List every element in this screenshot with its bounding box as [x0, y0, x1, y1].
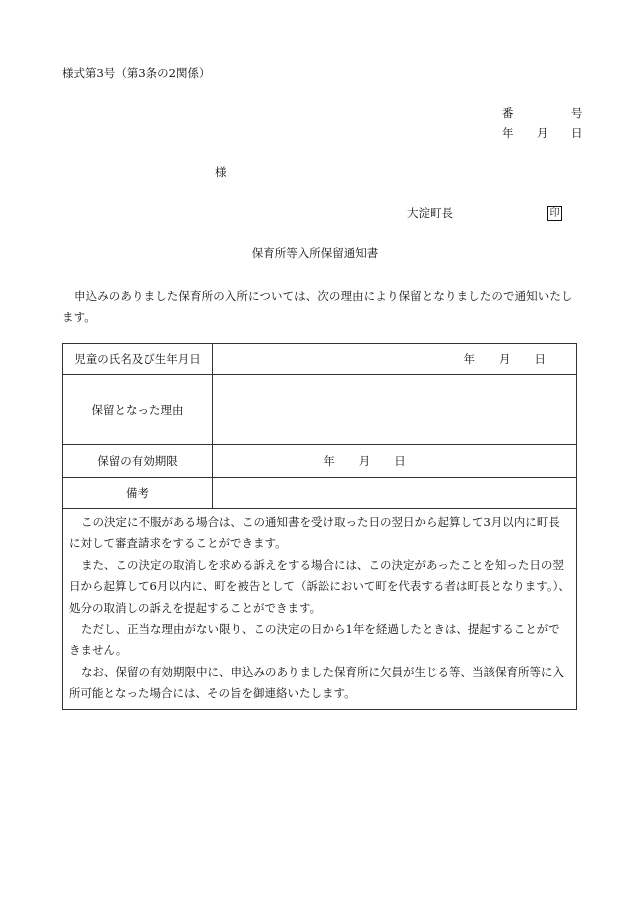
- reason-label: 保留となった理由: [63, 375, 213, 445]
- period-label: 保留の有効期限: [63, 445, 213, 478]
- number-suffix: 号: [571, 106, 583, 120]
- note-paragraph: なお、保留の有効期限中に、申込みのありました保育所に欠員が生じる等、当該保育所等に入所可能となった場合には、その旨を御連絡いたします。: [69, 664, 564, 701]
- notes-row: [63, 509, 577, 710]
- note-paragraph: また、この決定の取消しを求める訴えをする場合には、この決定があったことを知った日の翌日から起算して6月以内に、町を被告として（訴訟において町を代表する者は町長となります。）、処分の取消しの訴えを提起することができます。: [69, 557, 570, 615]
- issuer: 大淀町長: [407, 206, 453, 220]
- notes-block: [63, 509, 577, 710]
- period-date-field[interactable]: [213, 445, 577, 478]
- period-year: 年: [323, 454, 335, 468]
- date-day: 日: [571, 126, 583, 140]
- birth-year: 年: [463, 352, 475, 366]
- remarks-row: [63, 478, 577, 509]
- recipient-honorific: 様: [215, 165, 227, 179]
- date-year: 年: [502, 126, 514, 140]
- birth-month: 月: [499, 352, 511, 366]
- form-number: 様式第3号（第3条の2関係）: [62, 66, 211, 80]
- child-label: 児童の氏名及び生年月日: [63, 344, 213, 375]
- birth-day: 日: [534, 352, 546, 366]
- date-month: 月: [537, 126, 549, 140]
- period-month: 月: [358, 454, 371, 468]
- period-row: [63, 445, 577, 478]
- period-day: 日: [394, 454, 406, 468]
- number-prefix: 番: [502, 106, 514, 120]
- child-row: [63, 344, 577, 375]
- intro-text: 申込みのありました保育所の入所については、次の理由により保留となりましたので通知いたします。: [62, 289, 573, 324]
- document-title: 保育所等入所保留通知書: [251, 246, 379, 260]
- seal-mark: 印: [547, 206, 562, 221]
- reason-field[interactable]: [213, 375, 577, 445]
- remarks-label: 備考: [63, 478, 213, 509]
- child-birthdate-field[interactable]: [213, 344, 577, 375]
- notice-table: [62, 343, 577, 710]
- remarks-field[interactable]: [213, 478, 577, 509]
- note-paragraph: ただし、正当な理由がない限り、この決定の日から1年を経過したときは、提起することができません。: [69, 622, 560, 658]
- note-paragraph: この決定に不服がある場合は、この通知書を受け取った日の翌日から起算して3月以内に町長に対して審査請求をすることができます。: [69, 515, 560, 551]
- reason-row: [63, 375, 577, 445]
